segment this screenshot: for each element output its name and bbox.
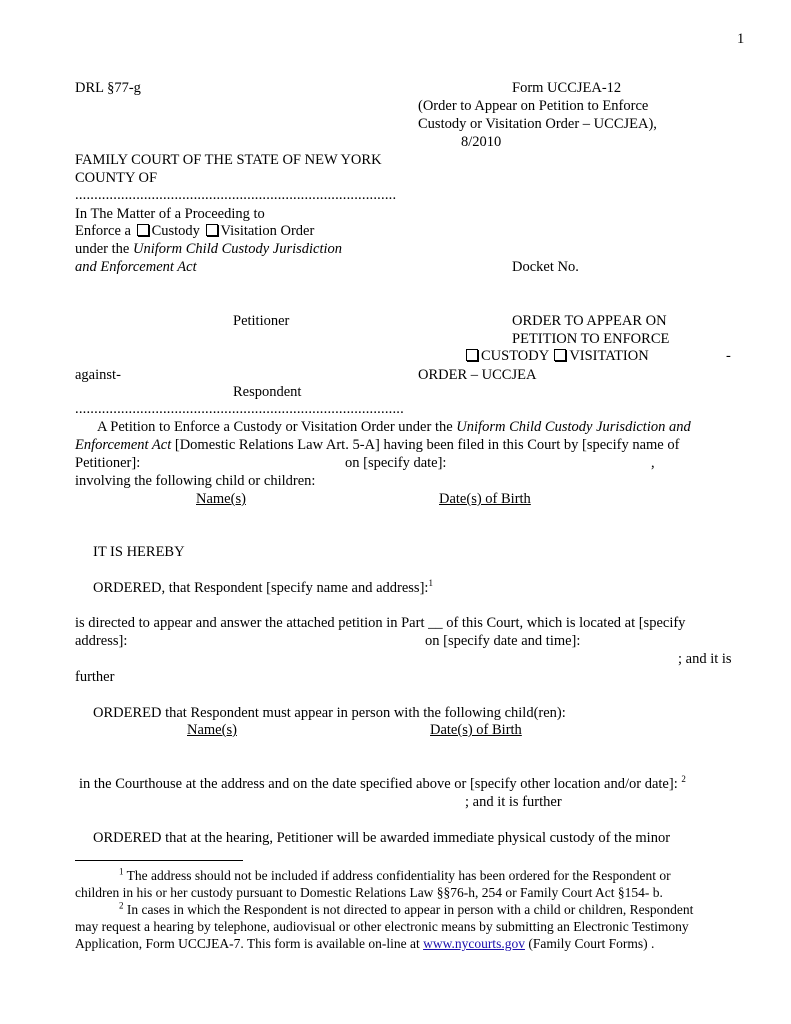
form-id: Form UCCJEA-12 (512, 80, 622, 96)
form-date: 8/2010 (461, 134, 502, 150)
visitation-option-label: Visitation Order (220, 223, 315, 239)
enforce-prefix: Enforce a (75, 223, 131, 239)
footnote-ref-1: 1 (428, 578, 433, 589)
footnote-2-number: 2 (119, 900, 124, 911)
and-it-is-further: ; and it is further (465, 794, 562, 810)
court-name: FAMILY COURT OF THE STATE OF NEW YORK (75, 152, 382, 168)
it-is-hereby: IT IS HEREBY (93, 544, 185, 560)
court-address-label: address]: (75, 633, 128, 649)
footnote-1-number: 1 (119, 866, 124, 877)
appearance-date-label: on [specify date and time]: (425, 633, 581, 649)
footnote-1-line-2: children in his or her custody pursuant to Domestic Relations Law §§76-h, 254 or Family Court Act §154- b. (75, 885, 663, 900)
directed-to-appear-line: is directed to appear and answer the attached petition in Part __ of this Court, which is located at [specify (75, 615, 686, 631)
petition-comma: , (651, 455, 655, 471)
title-custody-label: CUSTODY (481, 348, 549, 364)
petition-act-name: Uniform Child Custody Jurisdiction and (456, 419, 691, 435)
form-description-line-1: (Order to Appear on Petition to Enforce (418, 98, 649, 114)
petition-text-b: [Domestic Relations Law Art. 5-A] having been filed in this Court by [specify name of (174, 437, 680, 453)
footnote-2-text-d: (Family Court Forms) . (528, 936, 655, 951)
footnote-2-text-a: In cases in which the Respondent is not directed to appear in person with a child or children, Respondent (126, 902, 694, 917)
caption-divider-bottom: ...................................................................................... (75, 401, 404, 417)
title-custody-checkbox[interactable] (466, 349, 478, 361)
footnote-2-line-3 (75, 935, 654, 952)
custody-option-label: Custody (151, 223, 200, 239)
petitioner-label: Petitioner (233, 313, 290, 329)
under-prefix: under the (75, 241, 130, 257)
respondent-label: Respondent (233, 384, 302, 400)
order-title-dash: - (726, 348, 731, 364)
order-title-line-1: ORDER TO APPEAR ON (512, 313, 667, 329)
order-title-line-3: ORDER – UCCJEA (418, 367, 537, 383)
nycourts-link[interactable]: www.nycourts.gov (423, 936, 525, 951)
ordered-custody-award: ORDERED that at the hearing, Petitioner will be awarded immediate physical custody of the minor (93, 830, 671, 846)
involving-children-line: involving the following child or children: (75, 473, 316, 489)
children-dob-header: Date(s) of Birth (439, 491, 531, 507)
petition-date-field-label: on [specify date]: (345, 455, 447, 471)
ordered-respondent-line (93, 579, 433, 597)
docket-number-label: Docket No. (512, 259, 579, 275)
footnote-2-line-1 (119, 901, 693, 918)
footnote-1-line-1 (119, 867, 671, 884)
petition-act-name-2: Enforcement Act (75, 437, 172, 453)
matter-line: In The Matter of a Proceeding to (75, 206, 265, 222)
caption-divider-top: .................................................................................... (75, 187, 397, 203)
and-it-is-1: ; and it is (678, 651, 732, 667)
petitioner-field-label: Petitioner]: (75, 455, 141, 471)
under-act-line (75, 240, 342, 258)
ordered-respondent-text: ORDERED, that Respondent [specify name and address]: (93, 580, 429, 596)
children-names-header: Name(s) (196, 491, 246, 507)
footnote-2-line-2: may request a hearing by telephone, audiovisual or other electronic means by submitting an Electronic Testimony (75, 919, 689, 934)
order-title-options (464, 347, 649, 365)
title-visitation-label: VISITATION (569, 348, 649, 364)
children-dob-header-2: Date(s) of Birth (430, 722, 522, 738)
petition-paragraph-line-2 (75, 436, 679, 454)
custody-checkbox[interactable] (137, 224, 149, 236)
petition-text-a: A Petition to Enforce a Custody or Visitation Order under the (97, 419, 453, 435)
page-number: 1 (737, 31, 745, 47)
act-name-part-2: and Enforcement Act (75, 259, 197, 275)
footnote-separator (75, 860, 243, 861)
footnote-2-text-c: Application, Form UCCJEA-7. This form is available on-line at (75, 936, 420, 951)
courthouse-line (79, 775, 686, 793)
further-1: further (75, 669, 115, 685)
children-names-header-2: Name(s) (187, 722, 237, 738)
courthouse-text: in the Courthouse at the address and on the date specified above or [specify other location and/or date]: (79, 776, 678, 792)
visitation-checkbox[interactable] (206, 224, 218, 236)
form-description-line-2: Custody or Visitation Order – UCCJEA), (418, 116, 657, 132)
against-label: against- (75, 367, 121, 383)
footnote-1-text-a: The address should not be included if address confidentiality has been ordered for the Respondent or (126, 868, 671, 883)
county-label: COUNTY OF (75, 170, 158, 186)
order-title-line-2: PETITION TO ENFORCE (512, 331, 670, 347)
statute-reference: DRL §77-g (75, 80, 141, 96)
ordered-appear-with-children: ORDERED that Respondent must appear in person with the following child(ren): (93, 705, 566, 721)
petition-paragraph-line-1 (97, 418, 691, 436)
enforce-line (75, 222, 314, 240)
act-name-part-1: Uniform Child Custody Jurisdiction (132, 241, 343, 257)
footnote-ref-2: 2 (681, 774, 686, 785)
title-visitation-checkbox[interactable] (554, 349, 566, 361)
